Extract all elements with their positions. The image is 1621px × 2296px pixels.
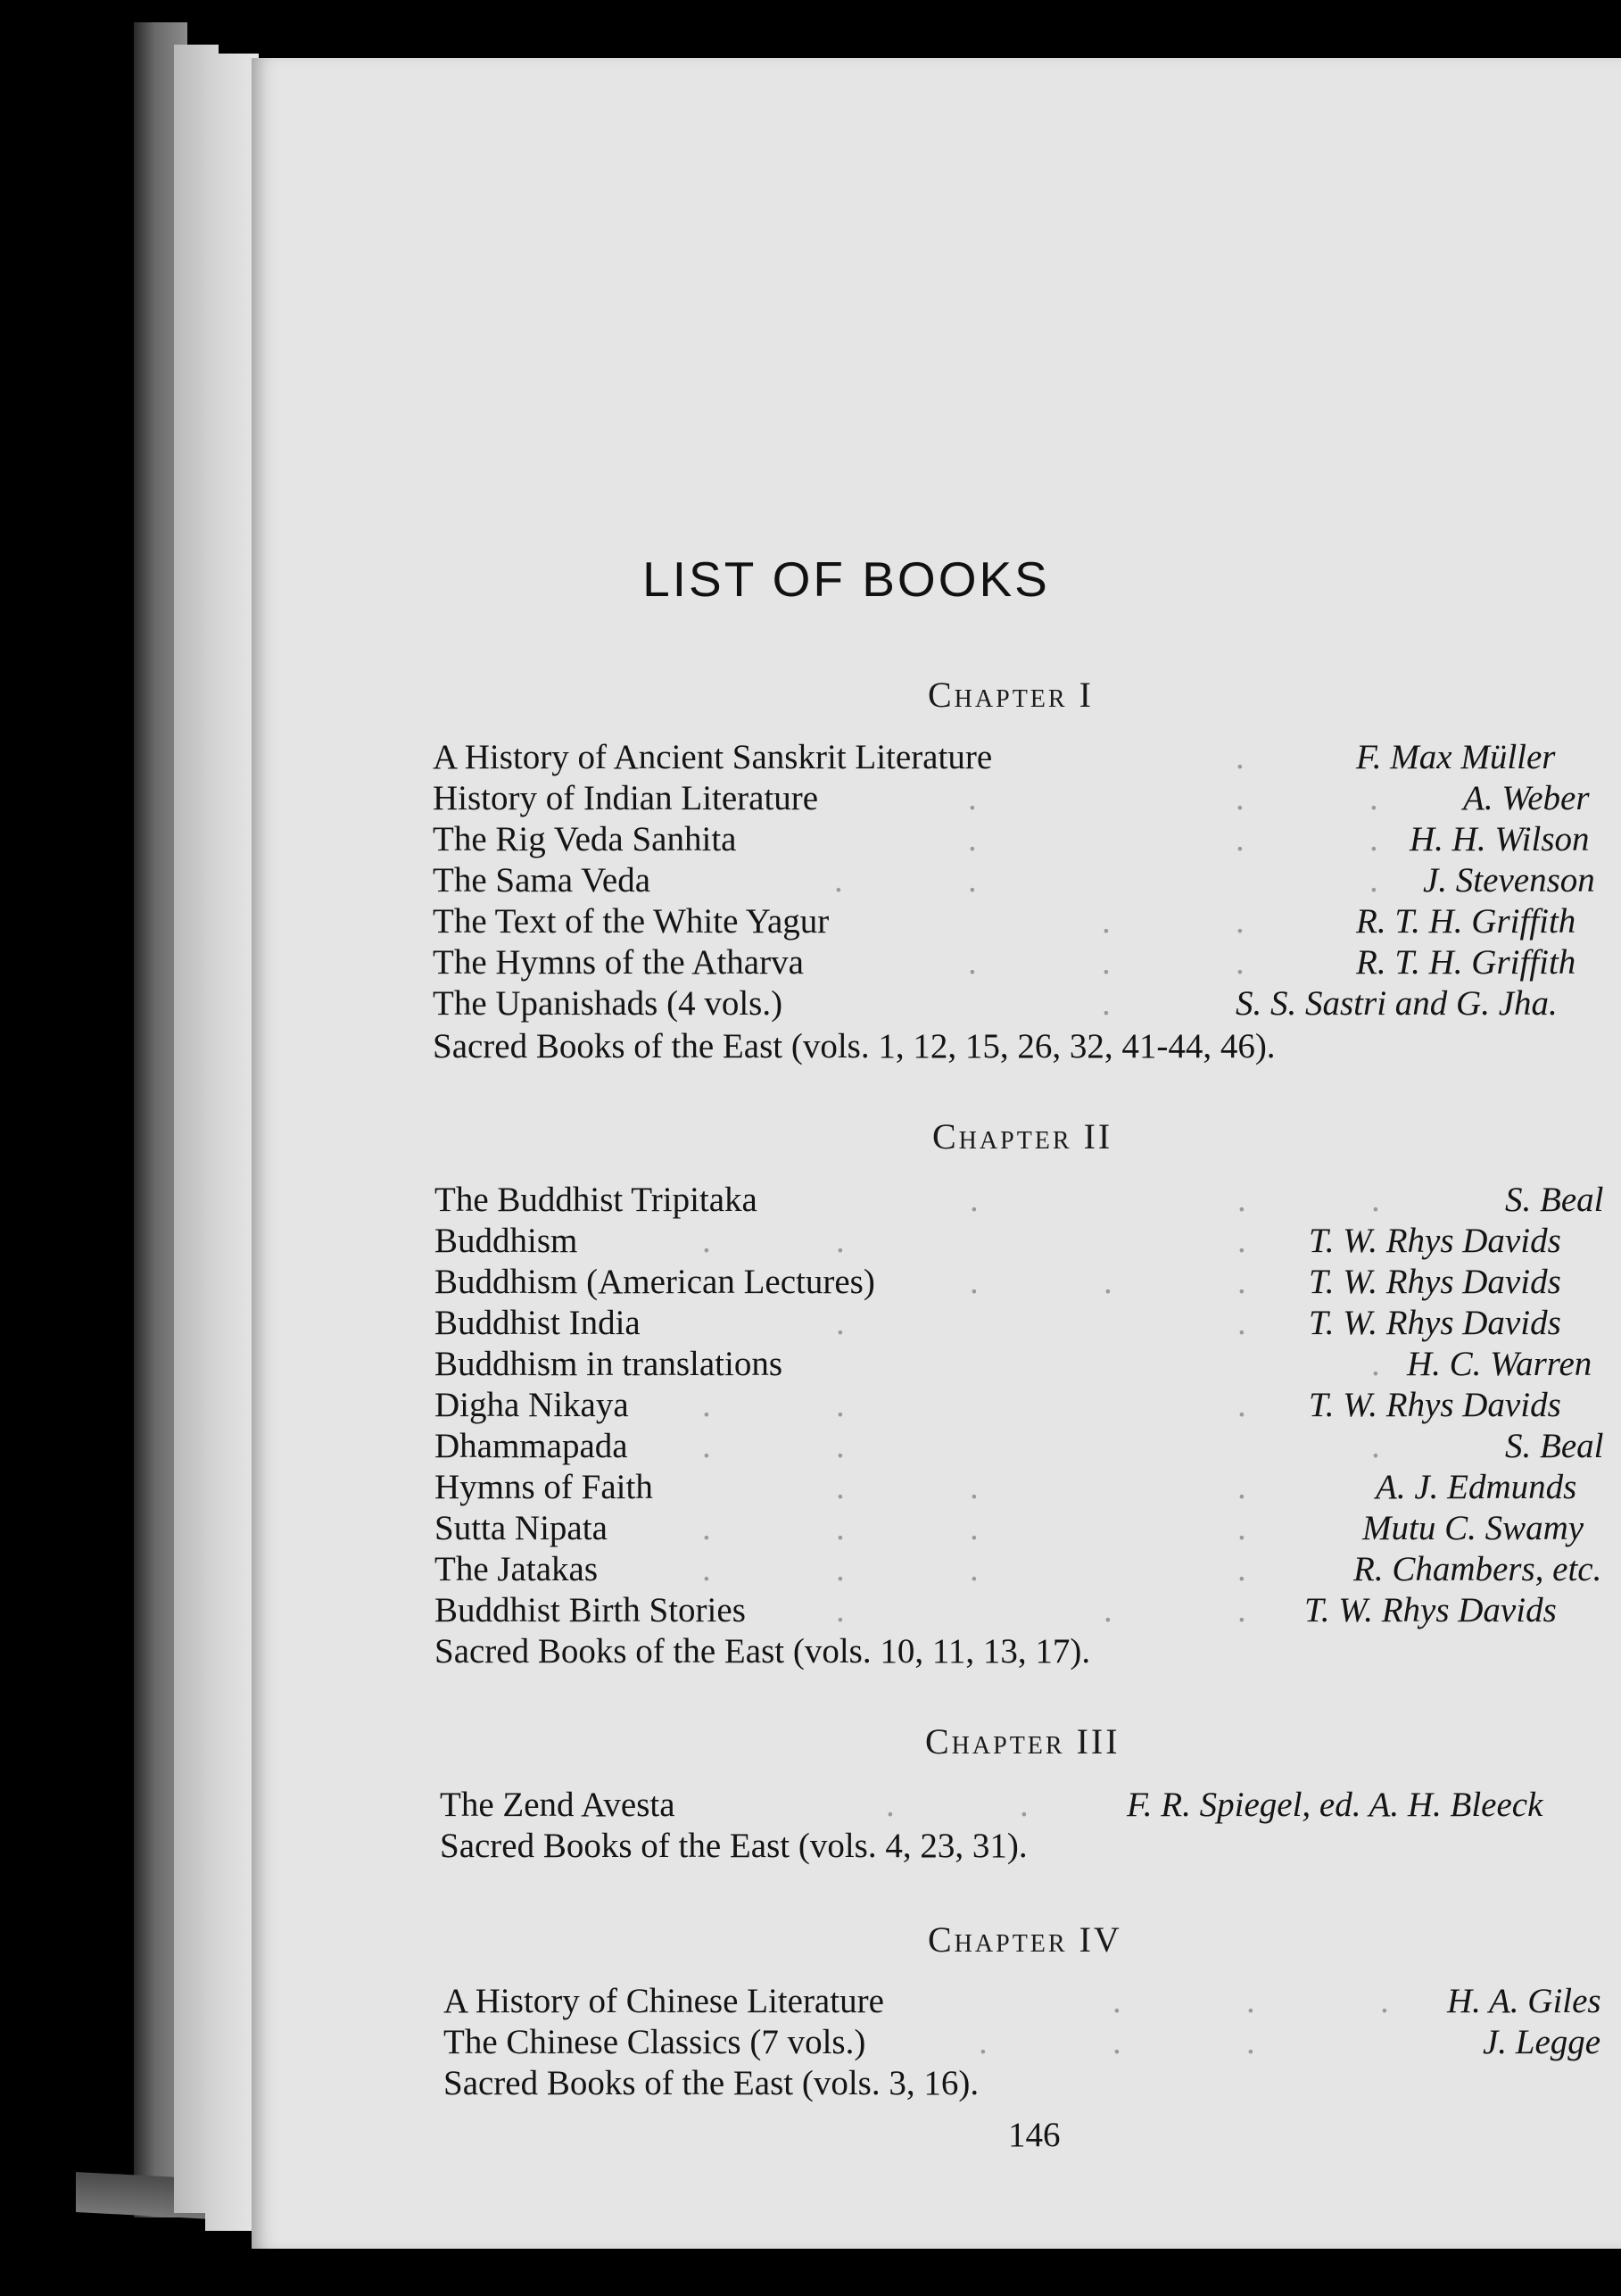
book-author: Mutu C. Swamy — [1362, 1509, 1584, 1547]
book-title: History of Indian Literature — [433, 779, 819, 817]
leader-dot: . — [1237, 1181, 1246, 1219]
book-title: The Buddhist Tripitaka — [434, 1181, 757, 1219]
list-item — [434, 1303, 1621, 1344]
leader-dot: . — [836, 1304, 845, 1342]
leader-dot: . — [968, 861, 977, 899]
leader-dot: . — [1237, 1550, 1246, 1588]
book-author: J. Stevenson — [1423, 861, 1595, 899]
leader-dot: . — [1369, 820, 1378, 858]
list-item — [433, 819, 1621, 860]
leader-dot: . — [1369, 861, 1378, 899]
leader-dot: . — [1104, 1263, 1112, 1301]
leader-dot: . — [970, 1550, 979, 1588]
list-item — [434, 1590, 1621, 1631]
leader-dot: . — [702, 1509, 711, 1547]
list-item — [440, 1785, 1621, 1826]
book-author: H. H. Wilson — [1410, 820, 1590, 858]
leader-dot: . — [1380, 1982, 1389, 2020]
sacred-books-note: Sacred Books of the East (vols. 3, 16). — [443, 2064, 980, 2102]
book-author: A. Weber — [1463, 779, 1590, 817]
leader-dot: . — [1237, 1386, 1246, 1424]
book-author: F. Max Müller — [1356, 738, 1556, 776]
list-item — [433, 901, 1621, 942]
leader-dot: . — [1237, 1222, 1246, 1260]
book-title: The Hymns of the Atharva — [433, 943, 804, 982]
list-item — [434, 1385, 1621, 1426]
leader-dot: . — [1371, 1427, 1380, 1465]
leader-dot: . — [1112, 1982, 1121, 2020]
list-item — [434, 1180, 1621, 1221]
page-number: 146 — [1008, 2116, 1061, 2154]
leader-dot: . — [1237, 1591, 1246, 1629]
book-author: S. Beal — [1505, 1427, 1604, 1465]
leader-dot: . — [1237, 1263, 1246, 1301]
leader-dot: . — [968, 943, 977, 982]
book-title: The Sama Veda — [433, 861, 651, 899]
book-title: Digha Nikaya — [434, 1386, 629, 1424]
book-title: The Text of the White Yagur — [433, 902, 830, 941]
leader-dot: . — [970, 1263, 979, 1301]
list-item — [433, 737, 1621, 778]
book-author: T. W. Rhys Davids — [1309, 1304, 1561, 1342]
leader-dot: . — [702, 1386, 711, 1424]
leader-dot: . — [836, 1222, 845, 1260]
list-item — [434, 1549, 1621, 1590]
leader-dot: . — [1237, 1468, 1246, 1506]
list-item — [434, 1467, 1621, 1508]
book-title: The Zend Avesta — [440, 1786, 675, 1824]
leader-dot: . — [968, 820, 977, 858]
leader-dot: . — [1112, 2023, 1121, 2061]
list-item — [433, 860, 1621, 901]
list-item — [443, 2022, 1621, 2063]
book-title: Buddhism — [434, 1222, 578, 1260]
leader-dot: . — [1236, 902, 1245, 941]
sacred-books-note: Sacred Books of the East (vols. 10, 11, 13, 17). — [434, 1632, 1091, 1670]
book-author: R. T. H. Griffith — [1356, 943, 1576, 982]
leader-dot: . — [702, 1222, 711, 1260]
book-title: The Rig Veda Sanhita — [433, 820, 737, 858]
book-author: H. A. Giles — [1447, 1982, 1601, 2020]
book-title: The Jatakas — [434, 1550, 599, 1588]
leader-dot: . — [836, 1386, 845, 1424]
list-item — [443, 1981, 1621, 2022]
book-page-edge — [205, 54, 259, 2231]
book-author: T. W. Rhys Davids — [1309, 1263, 1561, 1301]
leader-dot: . — [702, 1550, 711, 1588]
list-item — [434, 1344, 1621, 1385]
book-title: Buddhist Birth Stories — [434, 1591, 746, 1629]
book-title: Hymns of Faith — [434, 1468, 653, 1506]
leader-dot: . — [1246, 2023, 1255, 2061]
list-item — [434, 1508, 1621, 1549]
chapter-heading: Chapter I — [928, 675, 1094, 715]
list-item — [433, 942, 1621, 983]
book-author: T. W. Rhys Davids — [1304, 1591, 1557, 1629]
leader-dot: . — [1236, 738, 1245, 776]
page-title: LIST OF BOOKS — [642, 551, 1050, 607]
book-author: R. T. H. Griffith — [1356, 902, 1576, 941]
book-title: A History of Chinese Literature — [443, 1982, 884, 2020]
book-title: Buddhist India — [434, 1304, 641, 1342]
list-item — [433, 778, 1621, 819]
book-author: T. W. Rhys Davids — [1309, 1222, 1561, 1260]
sacred-books-note: Sacred Books of the East (vols. 1, 12, 15, 26, 32, 41-44, 46). — [433, 1027, 1276, 1065]
book-title: A History of Ancient Sanskrit Literature — [433, 738, 993, 776]
leader-dot: . — [1237, 1509, 1246, 1547]
book-author: T. W. Rhys Davids — [1309, 1386, 1561, 1424]
leader-dot: . — [1020, 1786, 1029, 1824]
chapter-heading: Chapter IV — [928, 1919, 1122, 1960]
leader-dot: . — [702, 1427, 711, 1465]
leader-dot: . — [1236, 943, 1245, 982]
chapter-heading: Chapter III — [925, 1721, 1121, 1761]
book-title: Sutta Nipata — [434, 1509, 608, 1547]
book-author: A. J. Edmunds — [1376, 1468, 1577, 1506]
leader-dot: . — [836, 1550, 845, 1588]
leader-dot: . — [979, 2023, 988, 2061]
book-author: F. R. Spiegel, ed. A. H. Bleeck — [1127, 1786, 1543, 1824]
leader-dot: . — [836, 1468, 845, 1506]
list-item — [434, 1426, 1621, 1467]
leader-dot: . — [886, 1786, 895, 1824]
leader-dot: . — [1371, 1181, 1380, 1219]
book-title: The Chinese Classics (7 vols.) — [443, 2023, 866, 2061]
leader-dot: . — [1102, 902, 1111, 941]
leader-dot: . — [836, 1591, 845, 1629]
book-author: J. Legge — [1483, 2023, 1601, 2061]
leader-dot: . — [970, 1468, 979, 1506]
leader-dot: . — [1369, 779, 1378, 817]
leader-dot: . — [1371, 1345, 1380, 1383]
leader-dot: . — [836, 1509, 845, 1547]
leader-dot: . — [1102, 943, 1111, 982]
sacred-books-note: Sacred Books of the East (vols. 4, 23, 31). — [440, 1827, 1028, 1865]
list-item — [433, 983, 1621, 1024]
book-title: Buddhism (American Lectures) — [434, 1263, 875, 1301]
leader-dot: . — [1102, 984, 1111, 1023]
book-author: S. S. Sastri and G. Jha. — [1236, 984, 1558, 1023]
list-item — [434, 1262, 1621, 1303]
leader-dot: . — [1236, 779, 1245, 817]
chapter-heading: Chapter II — [932, 1116, 1113, 1156]
leader-dot: . — [970, 1509, 979, 1547]
leader-dot: . — [970, 1181, 979, 1219]
leader-dot: . — [1237, 1304, 1246, 1342]
leader-dot: . — [1246, 1982, 1255, 2020]
leader-dot: . — [1236, 820, 1245, 858]
leader-dot: . — [968, 779, 977, 817]
book-title: The Upanishads (4 vols.) — [433, 984, 783, 1023]
book-author: S. Beal — [1505, 1181, 1604, 1219]
book-title: Buddhism in translations — [434, 1345, 782, 1383]
leader-dot: . — [1104, 1591, 1112, 1629]
book-author: H. C. Warren — [1407, 1345, 1592, 1383]
book-author: R. Chambers, etc. — [1353, 1550, 1602, 1588]
list-item — [434, 1221, 1621, 1262]
leader-dot: . — [836, 1427, 845, 1465]
leader-dot: . — [834, 861, 843, 899]
book-title: Dhammapada — [434, 1427, 628, 1465]
